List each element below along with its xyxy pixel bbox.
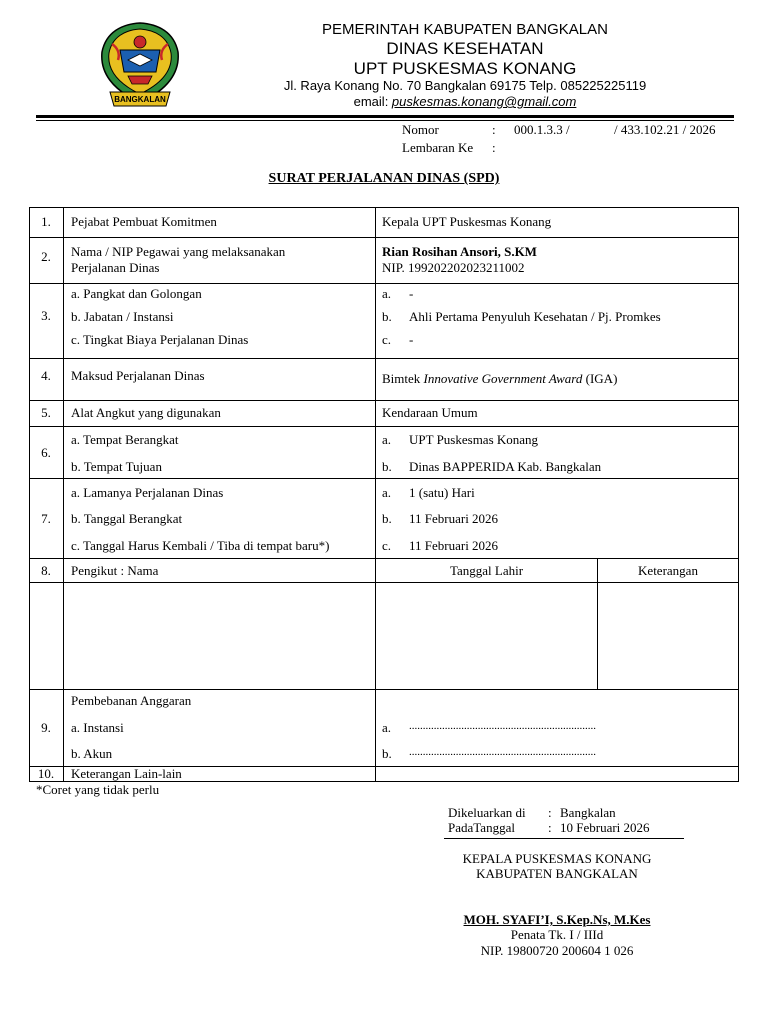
cost-level-value: - bbox=[409, 332, 414, 347]
col-line bbox=[375, 207, 376, 782]
row7-mark-a: a. bbox=[382, 485, 392, 500]
rank-value: - bbox=[409, 286, 414, 301]
email-label: email: bbox=[353, 94, 392, 109]
row9-mark-b: b. bbox=[382, 746, 392, 761]
row5-label: Alat Angkut yang digunakan bbox=[71, 405, 221, 420]
government-name: PEMERINTAH KABUPATEN BANGKALAN bbox=[322, 21, 608, 38]
row10-label: Keterangan Lain-lain bbox=[71, 766, 182, 781]
unit-name: UPT PUSKESMAS KONANG bbox=[353, 59, 577, 78]
row3-mark-c: c. bbox=[382, 332, 392, 347]
document-title: SURAT PERJALANAN DINAS (SPD) bbox=[268, 171, 500, 186]
row-number: 6. bbox=[41, 445, 51, 460]
col-line bbox=[738, 207, 739, 782]
nomor-part1: 000.1.3.3 / bbox=[514, 122, 570, 137]
birthdate-header: Tanggal Lahir bbox=[449, 563, 524, 578]
nomor-part2: / 433.102.21 / 2026 bbox=[614, 122, 716, 137]
row3-label-c: c. Tingkat Biaya Perjalanan Dinas bbox=[71, 332, 249, 347]
row-line bbox=[29, 358, 739, 359]
logo-banner-text: BANGKALAN bbox=[114, 95, 166, 104]
signer-nip: NIP. 19800720 200604 1 026 bbox=[480, 943, 634, 958]
row6-mark-b: b. bbox=[382, 459, 392, 474]
destination-place: Dinas BAPPERIDA Kab. Bangkalan bbox=[409, 459, 602, 474]
footer-divider bbox=[444, 838, 684, 839]
employee-nip: NIP. 199202202023211002 bbox=[382, 260, 525, 275]
row7-label-b: b. Tanggal Berangkat bbox=[71, 511, 183, 526]
trip-duration: 1 (satu) Hari bbox=[409, 485, 475, 500]
position-value: Ahli Pertama Penyuluh Kesehatan / Pj. Promkes bbox=[409, 309, 661, 324]
budget-account-dots: .................................................................... bbox=[409, 746, 596, 758]
row6-label-a: a. Tempat Berangkat bbox=[71, 432, 179, 447]
date-colon: : bbox=[548, 820, 552, 835]
col-line bbox=[63, 207, 64, 782]
row8-label: Pengikut : Nama bbox=[71, 563, 159, 578]
lembaran-colon: : bbox=[492, 140, 496, 155]
nomor-label: Nomor bbox=[402, 122, 439, 137]
row-line bbox=[29, 207, 739, 208]
issued-colon: : bbox=[548, 805, 552, 820]
row7-label-a: a. Lamanya Perjalanan Dinas bbox=[71, 485, 224, 500]
row7-mark-b: b. bbox=[382, 511, 392, 526]
row-line bbox=[29, 689, 739, 690]
address-line: Jl. Raya Konang No. 70 Bangkalan 69175 Telp. 085225225119 bbox=[283, 78, 647, 93]
row9-label: Pembebanan Anggaran bbox=[71, 693, 192, 708]
signer-name: MOH. SYAFI’I, S.Kep.Ns, M.Kes bbox=[463, 912, 651, 927]
email-line bbox=[230, 95, 700, 109]
purpose-award: Innovative Government Award bbox=[423, 371, 583, 386]
purpose-suffix: (IGA) bbox=[582, 371, 618, 386]
purpose-prefix: Bimtek bbox=[382, 371, 424, 386]
row-number: 5. bbox=[41, 405, 51, 420]
row3-label-b: b. Jabatan / Instansi bbox=[71, 309, 174, 324]
row2-label-line1: Nama / NIP Pegawai yang melaksanakan bbox=[71, 244, 286, 259]
row-number: 4. bbox=[41, 368, 51, 383]
row-number: 9. bbox=[41, 720, 51, 735]
row-line bbox=[29, 237, 739, 238]
issued-place: Bangkalan bbox=[560, 805, 616, 820]
signer-position-2: KABUPATEN BANGKALAN bbox=[476, 866, 638, 881]
email-link[interactable]: puskesmas.konang@gmail.com bbox=[391, 94, 577, 109]
row9-label-b: b. Akun bbox=[71, 746, 113, 761]
row-line bbox=[29, 426, 739, 427]
signer-rank: Penata Tk. I / IIId bbox=[510, 927, 604, 942]
bangkalan-regency-logo bbox=[98, 20, 182, 112]
row3-label-a: a. Pangkat dan Golongan bbox=[71, 286, 202, 301]
row6-mark-a: a. bbox=[382, 432, 392, 447]
departure-date: 11 Februari 2026 bbox=[409, 511, 499, 526]
return-date: 11 Februari 2026 bbox=[409, 538, 499, 553]
budget-agency-dots: .................................................................... bbox=[409, 720, 596, 732]
employee-name: Rian Rosihan Ansori, S.KM bbox=[382, 244, 537, 259]
transport-value: Kendaraan Umum bbox=[382, 405, 478, 420]
row-number: 3. bbox=[41, 308, 51, 323]
row-line bbox=[29, 283, 739, 284]
row3-mark-a: a. bbox=[382, 286, 392, 301]
date-label: PadaTanggal bbox=[448, 820, 515, 835]
row7-mark-c: c. bbox=[382, 538, 392, 553]
col-line bbox=[29, 207, 30, 782]
row-line bbox=[29, 582, 739, 583]
row1-value: Kepala UPT Puskesmas Konang bbox=[382, 214, 552, 229]
row-number: 7. bbox=[41, 511, 51, 526]
row-number: 8. bbox=[41, 563, 51, 578]
row-line bbox=[29, 558, 739, 559]
row-line bbox=[29, 478, 739, 479]
row9-label-a: a. Instansi bbox=[71, 720, 124, 735]
agency-name: DINAS KESEHATAN bbox=[386, 39, 544, 58]
issued-date: 10 Februari 2026 bbox=[560, 820, 650, 835]
trip-purpose bbox=[382, 371, 617, 387]
row1-label: Pejabat Pembuat Komitmen bbox=[71, 214, 217, 229]
strike-note: *Coret yang tidak perlu bbox=[36, 782, 160, 797]
issued-label: Dikeluarkan di bbox=[448, 805, 526, 820]
row6-label-b: b. Tempat Tujuan bbox=[71, 459, 162, 474]
row7-label-c: c. Tanggal Harus Kembali / Tiba di tempat baru*) bbox=[71, 538, 330, 553]
remarks-header: Keterangan bbox=[638, 563, 698, 578]
row-number: 1. bbox=[41, 214, 51, 229]
header-divider-thin bbox=[36, 120, 734, 121]
row-line bbox=[29, 400, 739, 401]
nomor-colon: : bbox=[492, 122, 496, 137]
row2-label-line2: Perjalanan Dinas bbox=[71, 260, 160, 275]
departure-place: UPT Puskesmas Konang bbox=[409, 432, 539, 447]
row4-label: Maksud Perjalanan Dinas bbox=[71, 368, 205, 383]
lembaran-label: Lembaran Ke bbox=[402, 140, 474, 155]
row9-mark-a: a. bbox=[382, 720, 392, 735]
signer-position-1: KEPALA PUSKESMAS KONANG bbox=[462, 851, 652, 866]
header-divider-thick bbox=[36, 115, 734, 118]
row-number: 10. bbox=[37, 766, 55, 781]
row-number: 2. bbox=[41, 249, 51, 264]
row3-mark-b: b. bbox=[382, 309, 392, 324]
